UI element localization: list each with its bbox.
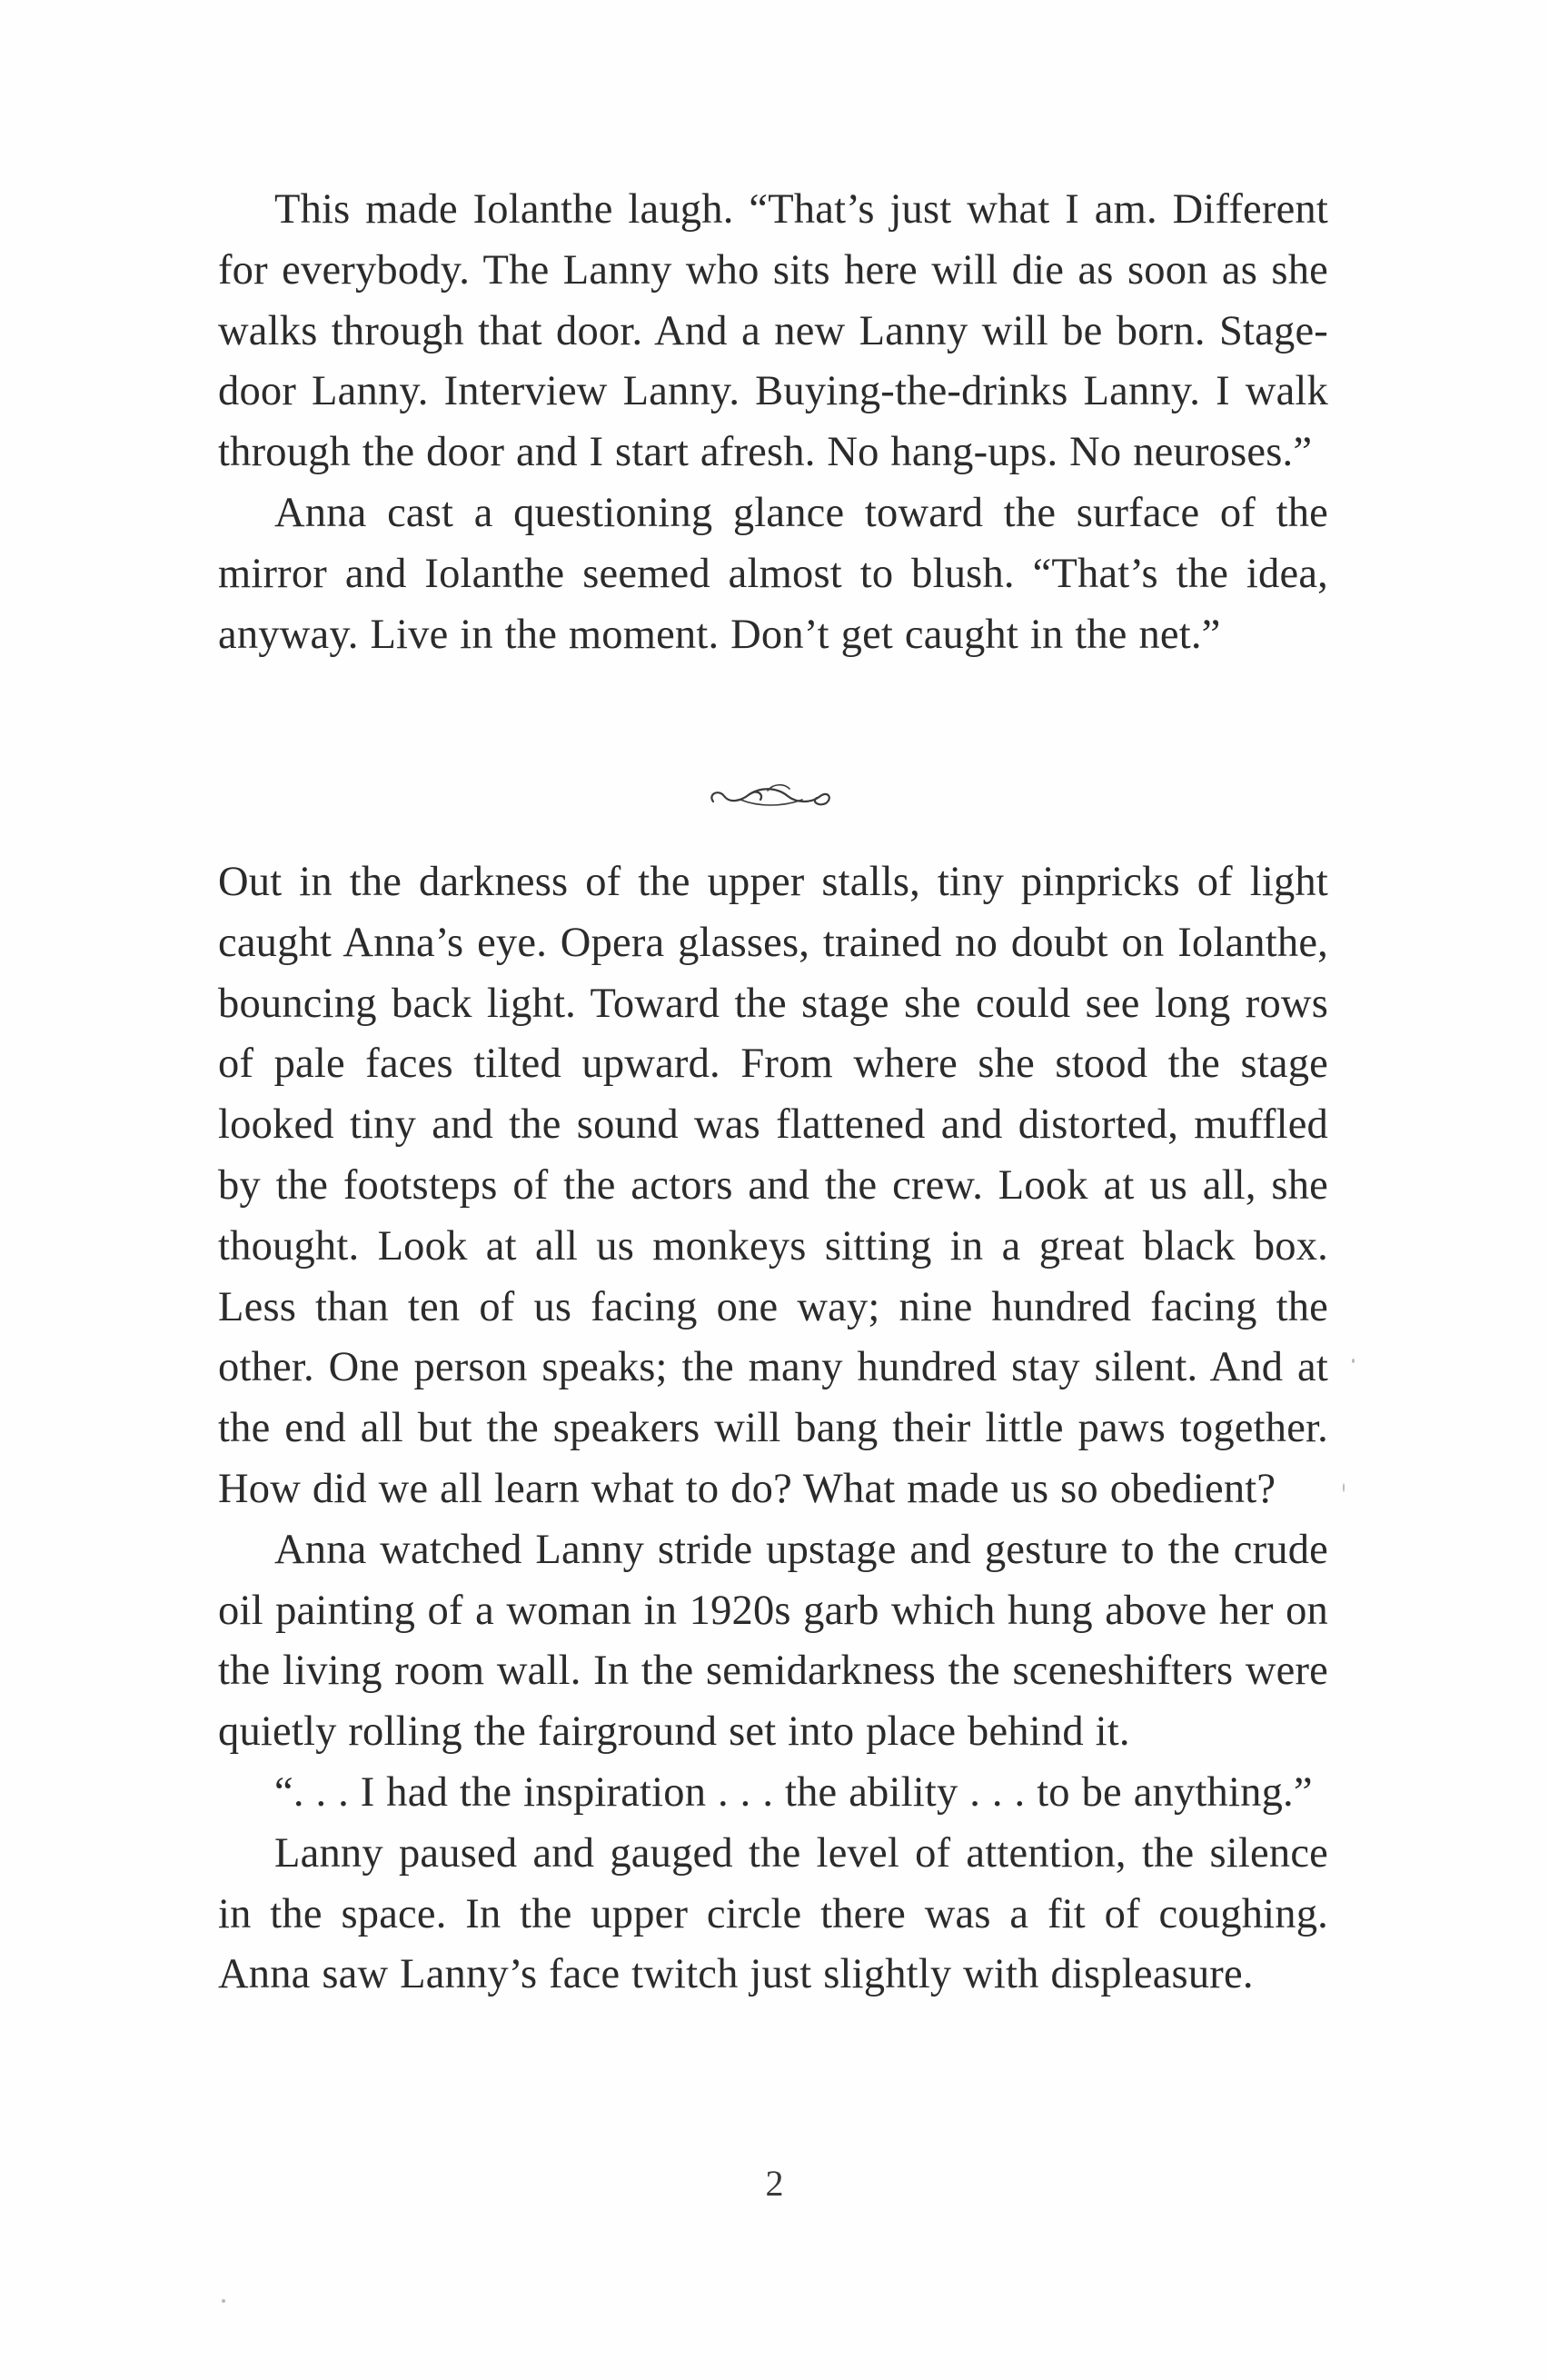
- scroll-flourish-icon: [704, 774, 840, 820]
- paper-speck: [1352, 1359, 1355, 1363]
- paragraph: “. . . I had the inspiration . . . the ability . . . to be anything.”: [274, 1768, 1313, 1816]
- paragraph: This made Iolanthe laugh. “That’s just what I am. Different for everybody. The Lanny who sits here will die as soon as she walks through that door. And a new Lanny will be born. Stage-door Lanny. Interview Lanny. Buying-the-drinks Lanny. I walk through the door and I start afresh. No hang-ups. No neuroses.”: [218, 186, 1328, 476]
- page-number: 2: [765, 2163, 784, 2204]
- paper-speck: [1343, 1483, 1345, 1492]
- paragraph: Lanny paused and gauged the level of attention, the silence in the space. In the upper circle there was a fit of coughing. Anna saw Lanny’s face twitch just slightly with displeasure.: [218, 1829, 1328, 1998]
- paragraph: Out in the darkness of the upper stalls, tiny pinpricks of light caught Anna’s eye. Opera glasses, trained no doubt on Iolanthe, bouncing back light. Toward the stage she could see long rows of pale faces tilted upward. From where she stood the stage looked tiny and the sound was flattened and distorted, muffled by the footsteps of the actors and the crew. Look at us all, she thought. Look at all us monkeys sitting in a great black box. Less than ten of us facing one way; nine hundred facing the other. One person speaks; the many hundred stay silent. And at the end all but the speakers will bang their little paws together. How did we all learn what to do? What made us so obedient?: [218, 859, 1328, 1512]
- paper-speck: [222, 2299, 225, 2303]
- section-one-text: [218, 180, 1328, 665]
- paragraph: Anna watched Lanny stride upstage and gesture to the crude oil painting of a woman in 1920s garb which hung above her on the living room wall. In the semidarkness the sceneshifters were quietly rolling the fairground set into place behind it.: [218, 1526, 1328, 1756]
- section-two-text: [218, 852, 1328, 2006]
- paragraph: Anna cast a questioning glance toward the surface of the mirror and Iolanthe seemed almost to blush. “That’s the idea, anyway. Live in the moment. Don’t get caught in the net.”: [218, 489, 1328, 658]
